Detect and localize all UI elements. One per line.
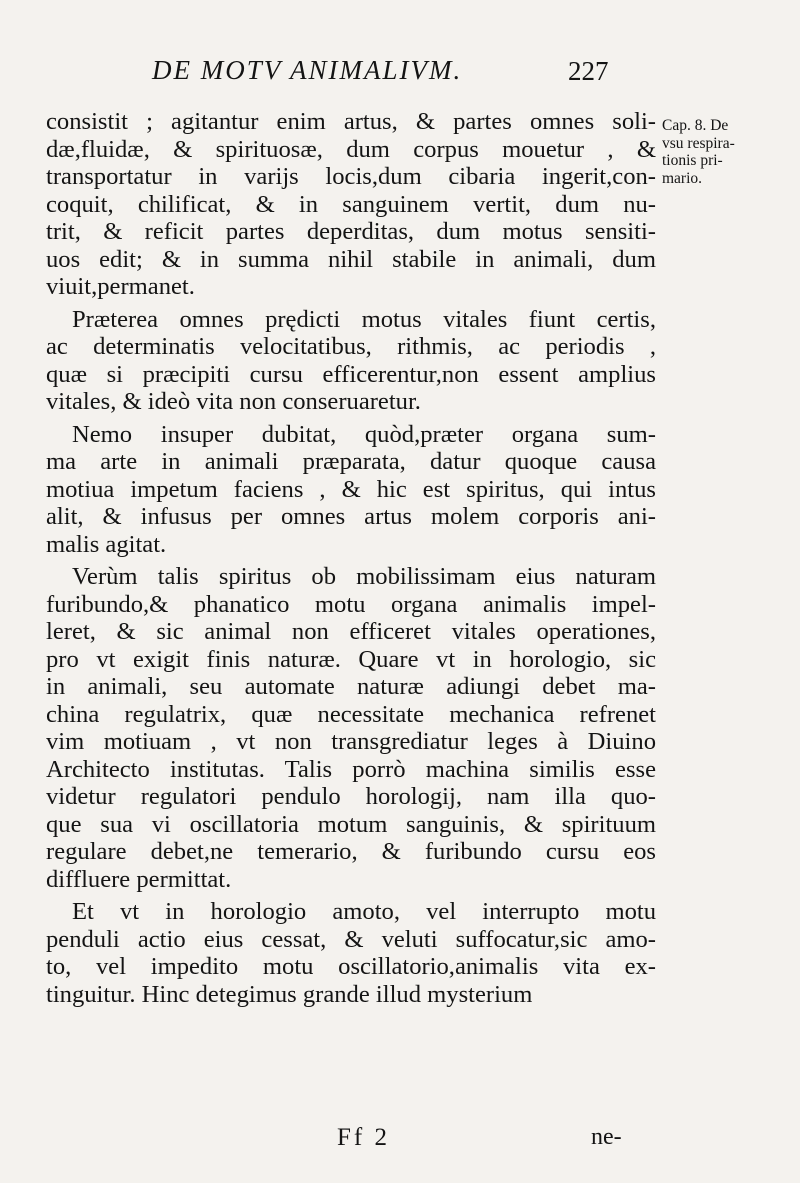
text-line: regulare debet,ne temerario, & furibundo cursu eos [46, 838, 656, 865]
text-line: furibundo,& phanatico motu organa animalis impel- [46, 590, 656, 618]
text-line: vim motiuam , vt non transgrediatur leges à Diuino [46, 728, 656, 755]
text-line: Et vt in horologio amoto, vel interrupto motu [72, 898, 656, 925]
body-text [46, 108, 656, 1008]
marginal-note [662, 117, 798, 187]
text-line: videtur regulatori pendulo horologij, nam illa quo- [46, 783, 656, 810]
catchword: ne- [591, 1124, 622, 1150]
text-line: malis agitat. [46, 530, 167, 558]
paragraph [46, 421, 656, 559]
text-line: Nemo insuper dubitat, quòd,præter organa sum- [72, 420, 656, 448]
text-line: china regulatrix, quæ necessitate mechanica refrenet [46, 700, 656, 728]
text-line: Architecto institutas. Talis porrò machina similis esse [46, 755, 656, 783]
text-line: tinguitur. Hinc detegimus grande illud mysterium [46, 980, 533, 1008]
text-line: diffluere permittat. [46, 865, 232, 893]
text-line: alit, & infusus per omnes artus molem corporis ani- [46, 503, 656, 530]
paragraph [46, 898, 656, 1008]
text-line: motiua impetum faciens , & hic est spiritus, qui intus [46, 475, 656, 503]
paragraph [46, 563, 656, 893]
signature-mark: Ff 2 [337, 1124, 390, 1151]
paragraph [46, 306, 656, 416]
marginal-note-line: vsu respira- [662, 134, 735, 152]
paragraph [46, 108, 656, 301]
text-line: transportatur in varijs locis,dum cibaria ingerit,con- [46, 163, 656, 190]
text-line: pro vt exigit finis naturæ. Quare vt in horologio, sic [46, 645, 656, 673]
marginal-note-line: mario. [662, 169, 703, 187]
text-line: coquit, chilificat, & in sanguinem vertit, dum nu- [46, 190, 656, 218]
text-line: Præterea omnes prędicti motus vitales fiunt certis, [72, 305, 656, 333]
text-line: que sua vi oscillatoria motum sanguinis, & spirituum [46, 810, 656, 838]
page-number: 227 [568, 56, 609, 86]
text-line: to, vel impedito motu oscillatorio,animalis vita ex- [46, 953, 656, 980]
marginal-note-line: Cap. 8. De [662, 117, 729, 134]
text-line: leret, & sic animal non efficeret vitales operationes, [46, 618, 656, 645]
text-line: Verùm talis spiritus ob mobilissimam eius naturam [72, 563, 656, 590]
marginal-note-line: tionis pri- [662, 152, 723, 169]
text-line: vitales, & ideò vita non conseruaretur. [46, 388, 421, 415]
text-line: quæ si præcipiti cursu efficerentur,non essent amplius [46, 360, 656, 388]
text-line: consistit ; agitantur enim artus, & partes omnes soli- [46, 108, 656, 135]
text-line: dæ,fluidæ, & spirituosæ, dum corpus mouetur , & [46, 135, 656, 163]
text-line: trit, & reficit partes deperditas, dum motus sensiti- [46, 218, 656, 245]
text-line: viuit,permanet. [46, 273, 195, 300]
text-line: in animali, seu automate naturæ adiungi debet ma- [46, 673, 656, 700]
text-line: penduli actio eius cessat, & veluti suffocatur,sic amo- [46, 925, 656, 953]
running-title: DE MOTV ANIMALIVM. [152, 55, 463, 85]
text-line: ac determinatis velocitatibus, rithmis, ac periodis , [46, 333, 656, 360]
text-line: uos edit; & in summa nihil stabile in animali, dum [46, 245, 656, 273]
text-line: ma arte in animali præparata, datur quoque causa [46, 448, 656, 475]
